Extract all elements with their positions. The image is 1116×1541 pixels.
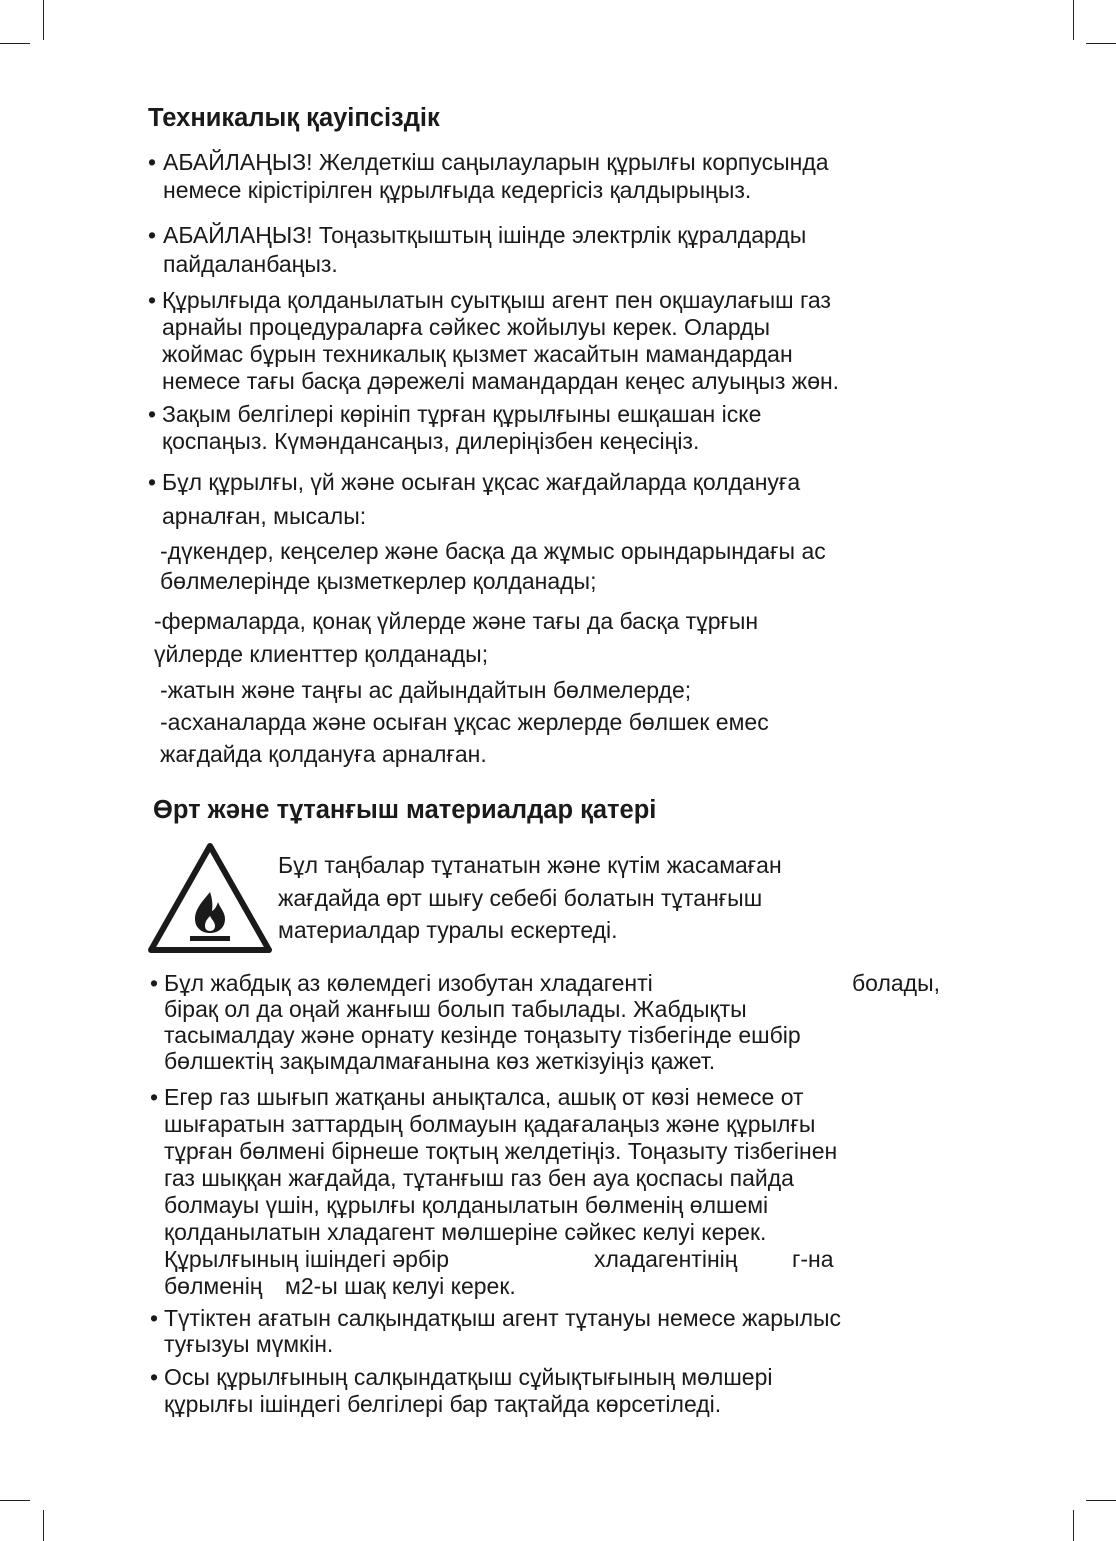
text-line: пайдаланбаңыз. <box>163 251 338 277</box>
bullet: • <box>148 401 157 427</box>
crop-mark <box>1073 0 1074 40</box>
text-line: -дүкендер, кеңселер және басқа да жұмыс орындарындағы ас <box>160 538 826 564</box>
text-line: болады, <box>852 970 941 996</box>
crop-mark <box>0 43 30 44</box>
text-line: тұрған бөлмені бірнеше тоқтың желдетіңіз. Тоңазыту тізбегінен <box>164 1138 838 1164</box>
text-line: немесе кірістірілген құрылғыда кедергісіз қалдырыңыз. <box>163 177 752 203</box>
text-line: үйлерде клиенттер қолданады; <box>154 641 489 667</box>
text-line: -жатын және таңғы ас дайындайтын бөлмелерде; <box>160 677 692 703</box>
bullet: • <box>150 1364 159 1390</box>
bullet: • <box>150 970 159 996</box>
text-line: Бұл жабдық аз көлемдегі изобутан хладагенті <box>164 970 653 996</box>
text-line: болмауы үшін, құрылғы қолданылатын бөлменің өлшемі <box>164 1192 769 1218</box>
crop-mark <box>1086 1500 1116 1501</box>
text-line: қолданылатын хладагент мөлшеріне сәйкес келуі керек. <box>164 1219 767 1245</box>
text-line: г-на <box>792 1246 834 1272</box>
text-line: бөлшектің зақымдалмағанына көз жеткізуіңіз қажет. <box>164 1048 716 1074</box>
text-line: Бұл құрылғы, үй және осыған ұқсас жағдайларда қолдануға <box>162 469 801 495</box>
text-line: жағдайда қолдануға арналған. <box>160 741 487 767</box>
text-line: материалдар туралы ескертеді. <box>278 917 618 943</box>
text-line: хладагентінің <box>594 1246 738 1272</box>
section-title-fire-hazard: Өрт және тұтанғыш материалдар қатері <box>153 796 657 824</box>
flammable-warning-icon <box>148 842 272 954</box>
bullet: • <box>150 1305 159 1331</box>
text-line: газ шыққан жағдайда, тұтанғыш газ бен ауа қоспасы пайда <box>164 1165 794 1191</box>
flame-base-bar <box>190 936 230 941</box>
bullet: • <box>148 149 157 175</box>
text-line: арналған, мысалы: <box>162 503 367 529</box>
text-line: АБАЙЛАҢЫЗ! Желдеткіш саңылауларын құрылғы корпусында <box>163 149 829 175</box>
bullet: • <box>148 287 157 313</box>
text-line: Бұл таңбалар тұтанатын және күтім жасамаған <box>278 852 782 878</box>
text-line: немесе тағы басқа дәрежелі мамандардан кеңес алуыңыз жөн. <box>162 368 840 394</box>
text-line: шығаратын заттардың болмауын қадағалаңыз және құрылғы <box>164 1111 816 1137</box>
crop-mark <box>43 0 44 40</box>
text-line: құрылғы ішіндегі белгілері бар тақтайда көрсетіледі. <box>164 1391 722 1417</box>
text-line: бөлменің <box>164 1273 263 1299</box>
text-line: жағдайда өрт шығу себебі болатын тұтанғыш <box>278 885 763 911</box>
text-line: Құрылғының ішіндегі әрбір <box>164 1246 450 1272</box>
text-line: м2-ы шақ келуі керек. <box>285 1273 516 1299</box>
text-line: -фермаларда, қонақ үйлерде және тағы да басқа тұрғын <box>154 608 759 634</box>
section-title-technical-safety: Техникалық қауіпсіздік <box>148 104 440 132</box>
text-line: арнайы процедураларға сәйкес жойылуы керек. Оларды <box>162 314 771 340</box>
text-line: жоймас бұрын техникалық қызмет жасайтын мамандардан <box>162 341 793 367</box>
bullet: • <box>148 469 157 495</box>
text-line: Құрылғыда қолданылатын суытқыш агент пен оқшаулағыш газ <box>162 287 831 313</box>
bullet: • <box>150 1084 159 1110</box>
text-line: Зақым белгілері көрініп тұрған құрылғыны ешқашан іске <box>162 401 762 427</box>
text-line: Осы құрылғының салқындатқыш сұйықтығының мөлшері <box>164 1364 773 1390</box>
text-line: бөлмелерінде қызметкерлер қолданады; <box>160 568 597 594</box>
text-line: туғызуы мүмкін. <box>164 1331 334 1357</box>
crop-mark <box>1073 1510 1074 1541</box>
bullet: • <box>148 222 157 248</box>
text-line: Егер газ шығып жатқаны анықталса, ашық от көзі немесе от <box>164 1084 804 1110</box>
text-line: қоспаңыз. Күмәндансаңыз, дилеріңізбен кеңесіңіз. <box>162 428 700 454</box>
crop-mark <box>1086 43 1116 44</box>
text-line: -асханаларда және осыған ұқсас жерлерде бөлшек емес <box>160 709 769 735</box>
text-line: Түтіктен ағатын салқындатқыш агент тұтануы немесе жарылыс <box>164 1305 842 1331</box>
text-line: тасымалдау және орнату кезінде тоңазыту тізбегінде ешбір <box>164 1022 801 1048</box>
crop-mark <box>0 1500 30 1501</box>
text-line: бірақ ол да оңай жанғыш болып табылады. Жабдықты <box>164 996 747 1022</box>
text-line: АБАЙЛАҢЫЗ! Тоңазытқыштың ішінде электрлік құралдарды <box>163 222 807 248</box>
crop-mark <box>43 1510 44 1541</box>
